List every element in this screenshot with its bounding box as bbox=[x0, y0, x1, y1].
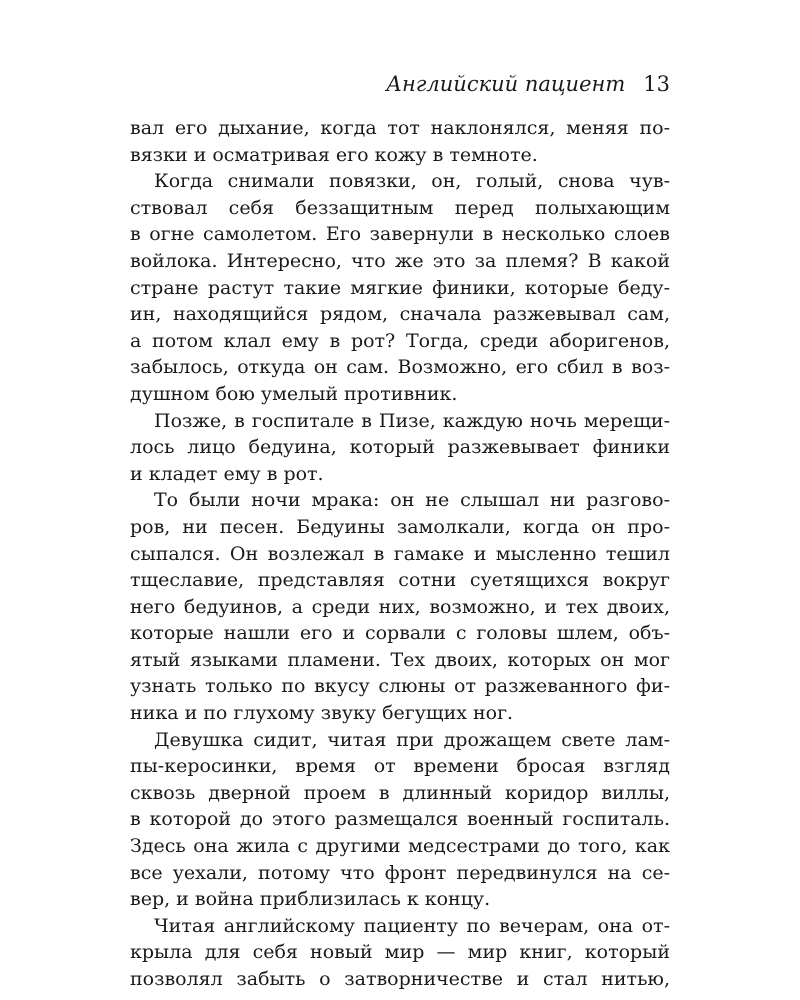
text-line: Девушка сидит, читая при дрожащем свете лам- bbox=[154, 728, 670, 751]
running-head bbox=[130, 70, 670, 98]
running-title: Английский пациент bbox=[386, 72, 626, 96]
text-line: сыпался. Он возлежал в гамаке и мысленно тешил bbox=[130, 542, 670, 565]
text-line: ин, находящийся рядом, сначала разжевывал сам, bbox=[130, 303, 670, 326]
text-line: а потом клал ему в рот? Тогда, среди аборигенов, bbox=[130, 329, 670, 352]
text-line: ствовал себя беззащитным перед полыхающим bbox=[130, 196, 670, 219]
page-number: 13 bbox=[643, 72, 670, 96]
text-line: вязки и осматривая его кожу в темноте. bbox=[130, 143, 538, 166]
text-line: Читая английскому пациенту по вечерам, она от- bbox=[154, 914, 670, 937]
text-line: тщеславие, представляя сотни суетящихся вокруг bbox=[130, 569, 670, 592]
text-line: которые нашли его и сорвали с головы шлем, объ- bbox=[130, 622, 670, 645]
text-line: То были ночи мрака: он не слышал ни разгово- bbox=[154, 489, 670, 512]
text-line: крыла для себя новый мир — мир книг, который bbox=[130, 941, 670, 964]
text-line: Когда снимали повязки, он, голый, снова чув- bbox=[154, 170, 670, 193]
text-line: ров, ни песен. Бедуины замолкали, когда он про- bbox=[130, 515, 670, 538]
text-line: все уехали, потому что фронт передвинулся на се- bbox=[130, 861, 670, 884]
text-line: Здесь она жила с другими медсестрами до того, как bbox=[130, 835, 670, 858]
text-line: вер, и война приблизилась к концу. bbox=[130, 888, 491, 911]
text-line: Позже, в госпитале в Пизе, каждую ночь мерещи- bbox=[154, 409, 670, 432]
text-line: узнать только по вкусу слюны от разжеванного фи- bbox=[130, 675, 670, 698]
text-line: в которой до этого размещался военный госпиталь. bbox=[130, 808, 670, 831]
text-line: сквозь дверной проем в длинный коридор виллы, bbox=[130, 781, 670, 804]
text-line: стране растут такие мягкие финики, которые беду- bbox=[130, 276, 670, 299]
text-line: в огне самолетом. Его завернули в несколько слоев bbox=[130, 223, 670, 246]
text-line: вал его дыхание, когда тот наклонялся, меняя по- bbox=[130, 117, 670, 139]
text-line: ника и по глухому звуку бегущих ног. bbox=[130, 702, 514, 725]
text-line: забылось, откуда он сам. Возможно, его сбил в воз- bbox=[130, 356, 670, 379]
text-line: позволял забыть о затворничестве и стал нитью, bbox=[130, 968, 670, 990]
text-line: и кладет ему в рот. bbox=[130, 462, 324, 485]
body-text bbox=[130, 115, 670, 993]
text-line: лось лицо бедуина, который разжевывает финики bbox=[130, 436, 670, 459]
text-line: войлока. Интересно, что же это за племя? В какой bbox=[130, 249, 670, 272]
text-line: ятый языками пламени. Тех двоих, которых он мог bbox=[130, 648, 670, 671]
text-line: душном бою умелый противник. bbox=[130, 382, 458, 405]
text-line: него бедуинов, а среди них, возможно, и тех двоих, bbox=[130, 595, 670, 618]
text-line: пы-керосинки, время от времени бросая взгляд bbox=[130, 755, 670, 778]
